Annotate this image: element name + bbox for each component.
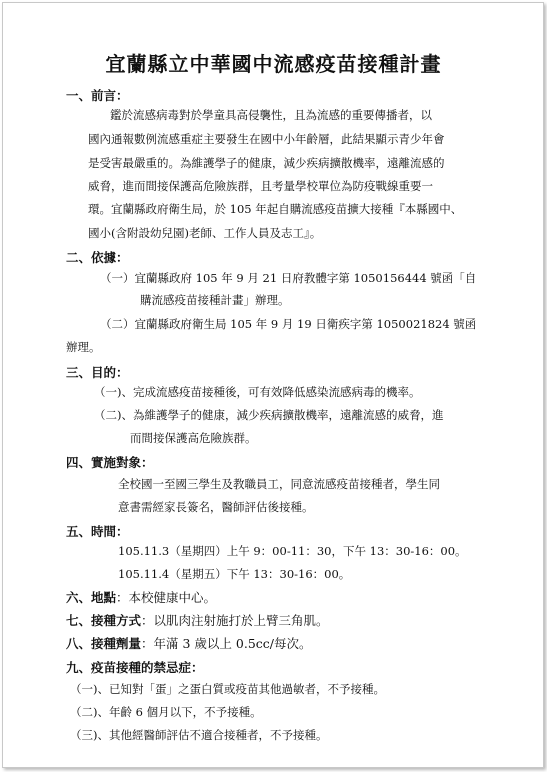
- section-heading-basis: 二、依據：: [66, 250, 129, 265]
- section-heading-dosage: 八、接種劑量: [66, 636, 142, 651]
- targets-line-1: 全校國一至國三學生及教職員工，同意流感疫苗接種者，學生同: [118, 477, 440, 491]
- basis-line-2: 購流感疫苗接種計畫」辦理。: [140, 293, 290, 307]
- section-heading-targets: 四、實施對象：: [66, 455, 154, 470]
- method-value: ：以肌肉注射施打於上臂三角肌。: [141, 613, 329, 628]
- section-heading-purpose: 三、目的：: [66, 365, 129, 380]
- time-line-1: 105.11.3（星期四）上午 9：00-11：30，下午 13：30-16：00。: [118, 544, 467, 558]
- basis-line-1: （一）宜蘭縣政府 105 年 9 月 21 日府教體字第 1050156444 號函「自: [100, 271, 477, 285]
- basis-line-3: （二）宜蘭縣政府衛生局 105 年 9 月 19 日衛疾字第 1050021824 號函: [100, 317, 477, 331]
- dosage-value: ：年滿 3 歲以上 0.5cc/每次。: [141, 636, 312, 651]
- time-line-2: 105.11.4（星期五）下午 13：30-16：00。: [118, 567, 351, 581]
- section-heading-preface: 一、前言：: [66, 88, 129, 103]
- targets-line-2: 意書需經家長簽名，醫師評估後接種。: [118, 500, 314, 514]
- section-heading-time: 五、時間：: [66, 524, 129, 539]
- basis-line-4: 辦理。: [66, 340, 101, 354]
- location-value: ：本校健康中心。: [116, 590, 217, 605]
- section-heading-location: 六、地點: [66, 590, 117, 605]
- method-row: [66, 611, 329, 629]
- section-heading-contraindications: 九、疫苗接種的禁忌症：: [66, 660, 204, 675]
- location-row: [66, 588, 216, 606]
- contraindication-line-1: （一)、已知對「蛋」之蛋白質或疫苗其他過敏者，不予接種。: [70, 682, 385, 696]
- dosage-row: [66, 634, 311, 652]
- contraindication-line-3: （三)、其他經醫師評估不適合接種者，不予接種。: [70, 728, 328, 742]
- preface-line-6: 國小(含附設幼兒園)老師、工作人員及志工』。: [88, 226, 322, 240]
- section-heading-method: 七、接種方式: [66, 613, 142, 628]
- contraindication-line-2: （二)、年齡 6 個月以下，不予接種。: [70, 705, 262, 719]
- purpose-line-1: （一)、完成流感疫苗接種後，可有效降低感染流感病毒的機率。: [94, 385, 421, 399]
- preface-line-4: 威脅，進而間接保護高危險族群，且考量學校單位為防疫戰線重要一: [88, 179, 433, 193]
- preface-line-3: 是受害最嚴重的。為維護學子的健康，減少疾病擴散機率，遠離流感的: [88, 156, 445, 170]
- preface-line-1: 鑑於流感病毒對於學童具高侵襲性，且為流感的重要傳播者，以: [110, 108, 432, 122]
- purpose-line-2: （二)、為維護學子的健康，減少疾病擴散機率，遠離流感的威脅，進: [94, 408, 444, 422]
- purpose-line-3: 而間接保護高危險族群。: [130, 431, 257, 445]
- document-title: 宜蘭縣立中華國中流感疫苗接種計畫: [105, 52, 442, 76]
- preface-line-2: 國內通報數例流感重症主要發生在國中小年齡層，此結果顯示青少年會: [88, 132, 445, 146]
- preface-line-5: 環。宜蘭縣政府衛生局，於 105 年起自購流感疫苗擴大接種『本縣國中、: [88, 202, 463, 216]
